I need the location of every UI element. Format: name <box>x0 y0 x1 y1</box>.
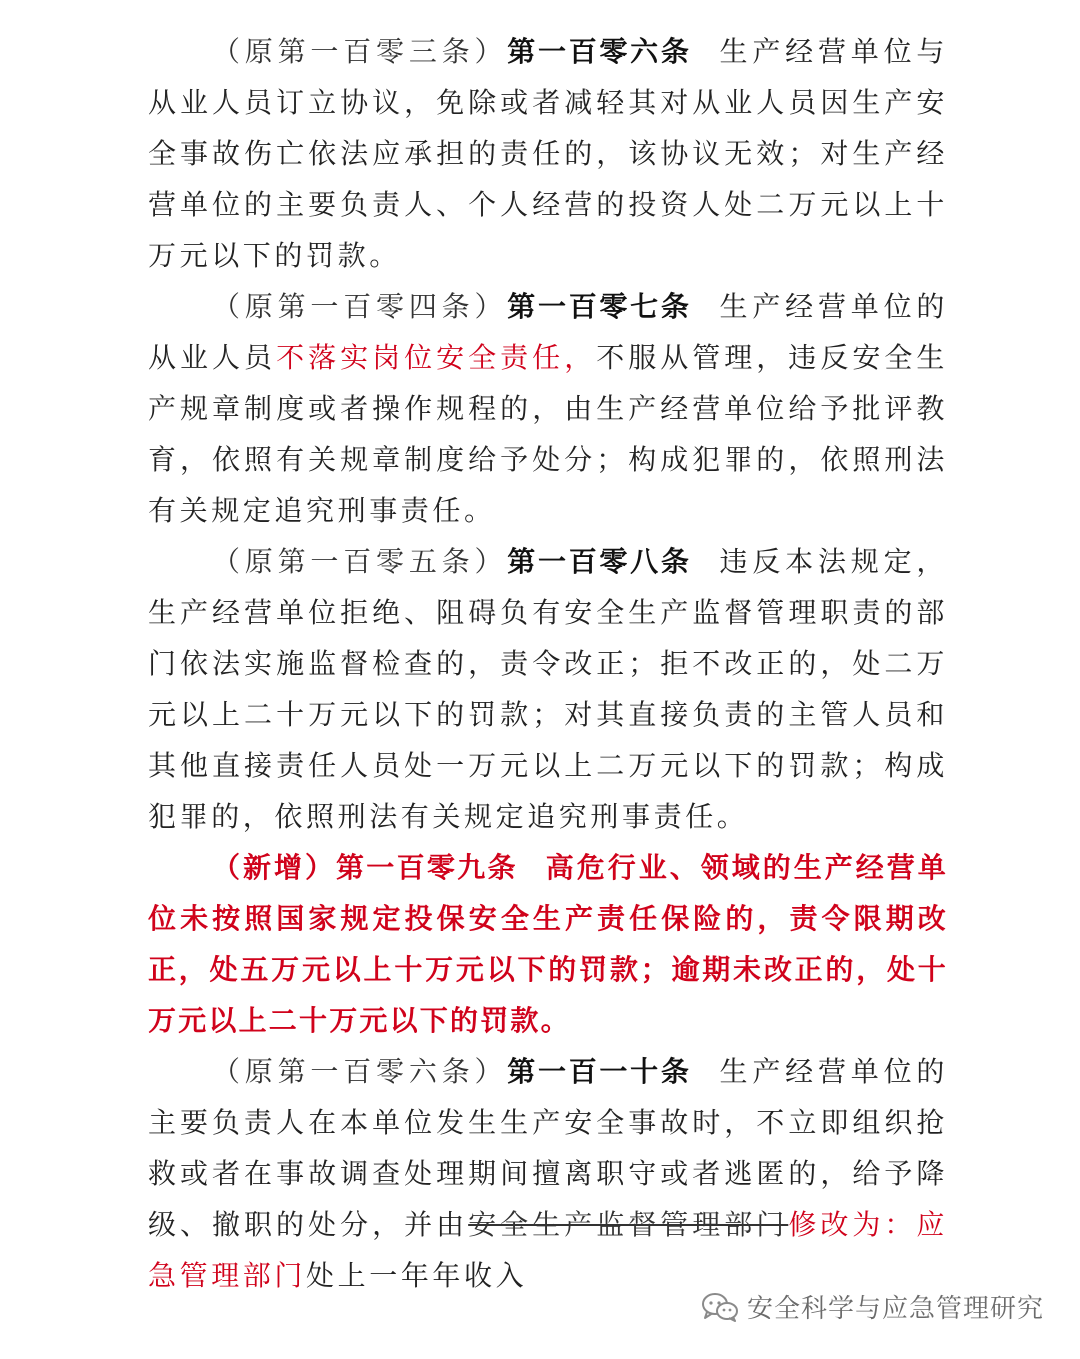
article-110-body-after: 处上一年年收入 <box>306 1259 528 1292</box>
article-107-body-before: 生产经营单位的从业人员 <box>148 290 948 374</box>
article-108-original-ref: （原第一百零五条） <box>212 545 508 578</box>
article-108-body: 违反本法规定，生产经营单位拒绝、阻碍负有安全生产监督管理职责的部门依法实施监督检查的，责令改正；拒不改正的，处二万元以上二十万元以下的罚款；对其直接负责的主管人员和其他直接责任人员处一万元以上二万元以下的罚款；构成犯罪的，依照刑法有关规定追究刑事责任。 <box>148 545 948 833</box>
article-107-original-ref: （原第一百零四条） <box>212 290 508 323</box>
watermark-text: 安全科学与应急管理研究 <box>746 1294 1044 1324</box>
article-110-body-before: 生产经营单位的主要负责人在本单位发生生产安全事故时，不立即组织抢救或者在事故调查处理期间擅离职守或者逃匿的，给予降级、撤职的处分，并由 <box>148 1055 948 1241</box>
article-110-struck-text: 安全生产监督管理部门 <box>468 1208 789 1241</box>
article-109-new-tag: （新增） <box>212 851 336 884</box>
article-109-body: 高危行业、领域的生产经营单位未按照国家规定投保安全生产责任保险的，责令限期改正，处五万元以上十万元以下的罚款；逾期未改正的，处十万元以上二十万元以下的罚款。 <box>148 851 948 1037</box>
article-107-highlight: 不落实岗位安全责任， <box>276 341 597 374</box>
article-108-title: 第一百零八条 <box>507 545 692 578</box>
article-110-original-ref: （原第一百零六条） <box>212 1055 508 1088</box>
article-106-body: 生产经营单位与从业人员订立协议，免除或者减轻其对从业人员因生产安全事故伤亡依法应承担的责任的，该协议无效；对生产经营单位的主要负责人、个人经营的投资人处二万元以上十万元以下的罚款。 <box>148 35 948 272</box>
article-110 <box>148 1046 948 1301</box>
watermark <box>701 1288 1044 1325</box>
article-107 <box>148 281 948 536</box>
article-108 <box>148 536 948 842</box>
wechat-icon <box>701 1292 739 1322</box>
article-107-body-after: 不服从管理，违反安全生产规章制度或者操作规程的，由生产经营单位给予批评教育，依照有关规章制度给予处分；构成犯罪的，依照刑法有关规定追究刑事责任。 <box>148 341 948 527</box>
article-106-original-ref: （原第一百零三条） <box>212 35 508 68</box>
article-110-title: 第一百一十条 <box>507 1055 692 1088</box>
article-110-amendment: 修改为：应急管理部门 <box>148 1208 948 1292</box>
article-109-new <box>148 842 948 1046</box>
article-106 <box>148 26 948 281</box>
article-106-title: 第一百零六条 <box>507 35 692 68</box>
article-107-title: 第一百零七条 <box>507 290 692 323</box>
document-page <box>148 26 948 1301</box>
article-109-title: 第一百零九条 <box>336 851 518 884</box>
